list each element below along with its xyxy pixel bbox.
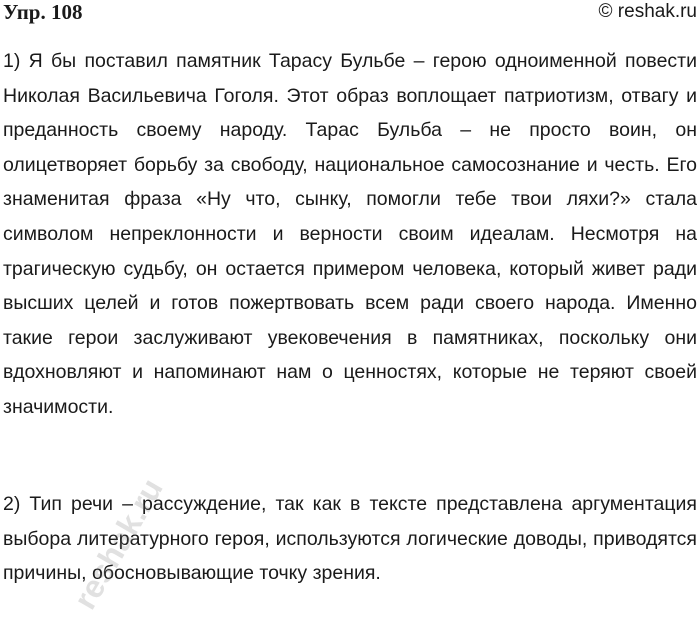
watermark: reshak.ru	[66, 472, 170, 616]
paragraph-answer-2: 2) Тип речи – рассуждение, так как в тексте представлена аргументация выбора литературного героя, используются логические доводы, приводятся причины, обосновывающие точку зрения.	[3, 493, 697, 585]
source-label: © reshak.ru	[598, 1, 697, 22]
header	[0, 0, 700, 24]
paragraph-answer-1: 1) Я бы поставил памятник Тарасу Бульбе – герою одноименной повести Николая Васильевича Гоголя. Этот образ воплощает патриотизм, отвагу и преданность своему народу. Тарас Бульба – не просто воин, он олицетворяет борьбу за свободу, национальное самосознание и честь. Его знаменитая фраза «Ну что, сынку, помогли тебе твои ляхи?» стала символом непреклонности и верности своим идеалам. Несмотря на трагическую судьбу, он остается примером человека, который живет ради высших целей и готов пожертвовать всем ради своего народа. Именно такие герои заслуживают увековечения в памятниках, поскольку они вдохновляют и напоминают нам о ценностях, которые не теряют своей значимости.	[3, 50, 697, 418]
exercise-title: Упр. 108	[3, 0, 83, 24]
